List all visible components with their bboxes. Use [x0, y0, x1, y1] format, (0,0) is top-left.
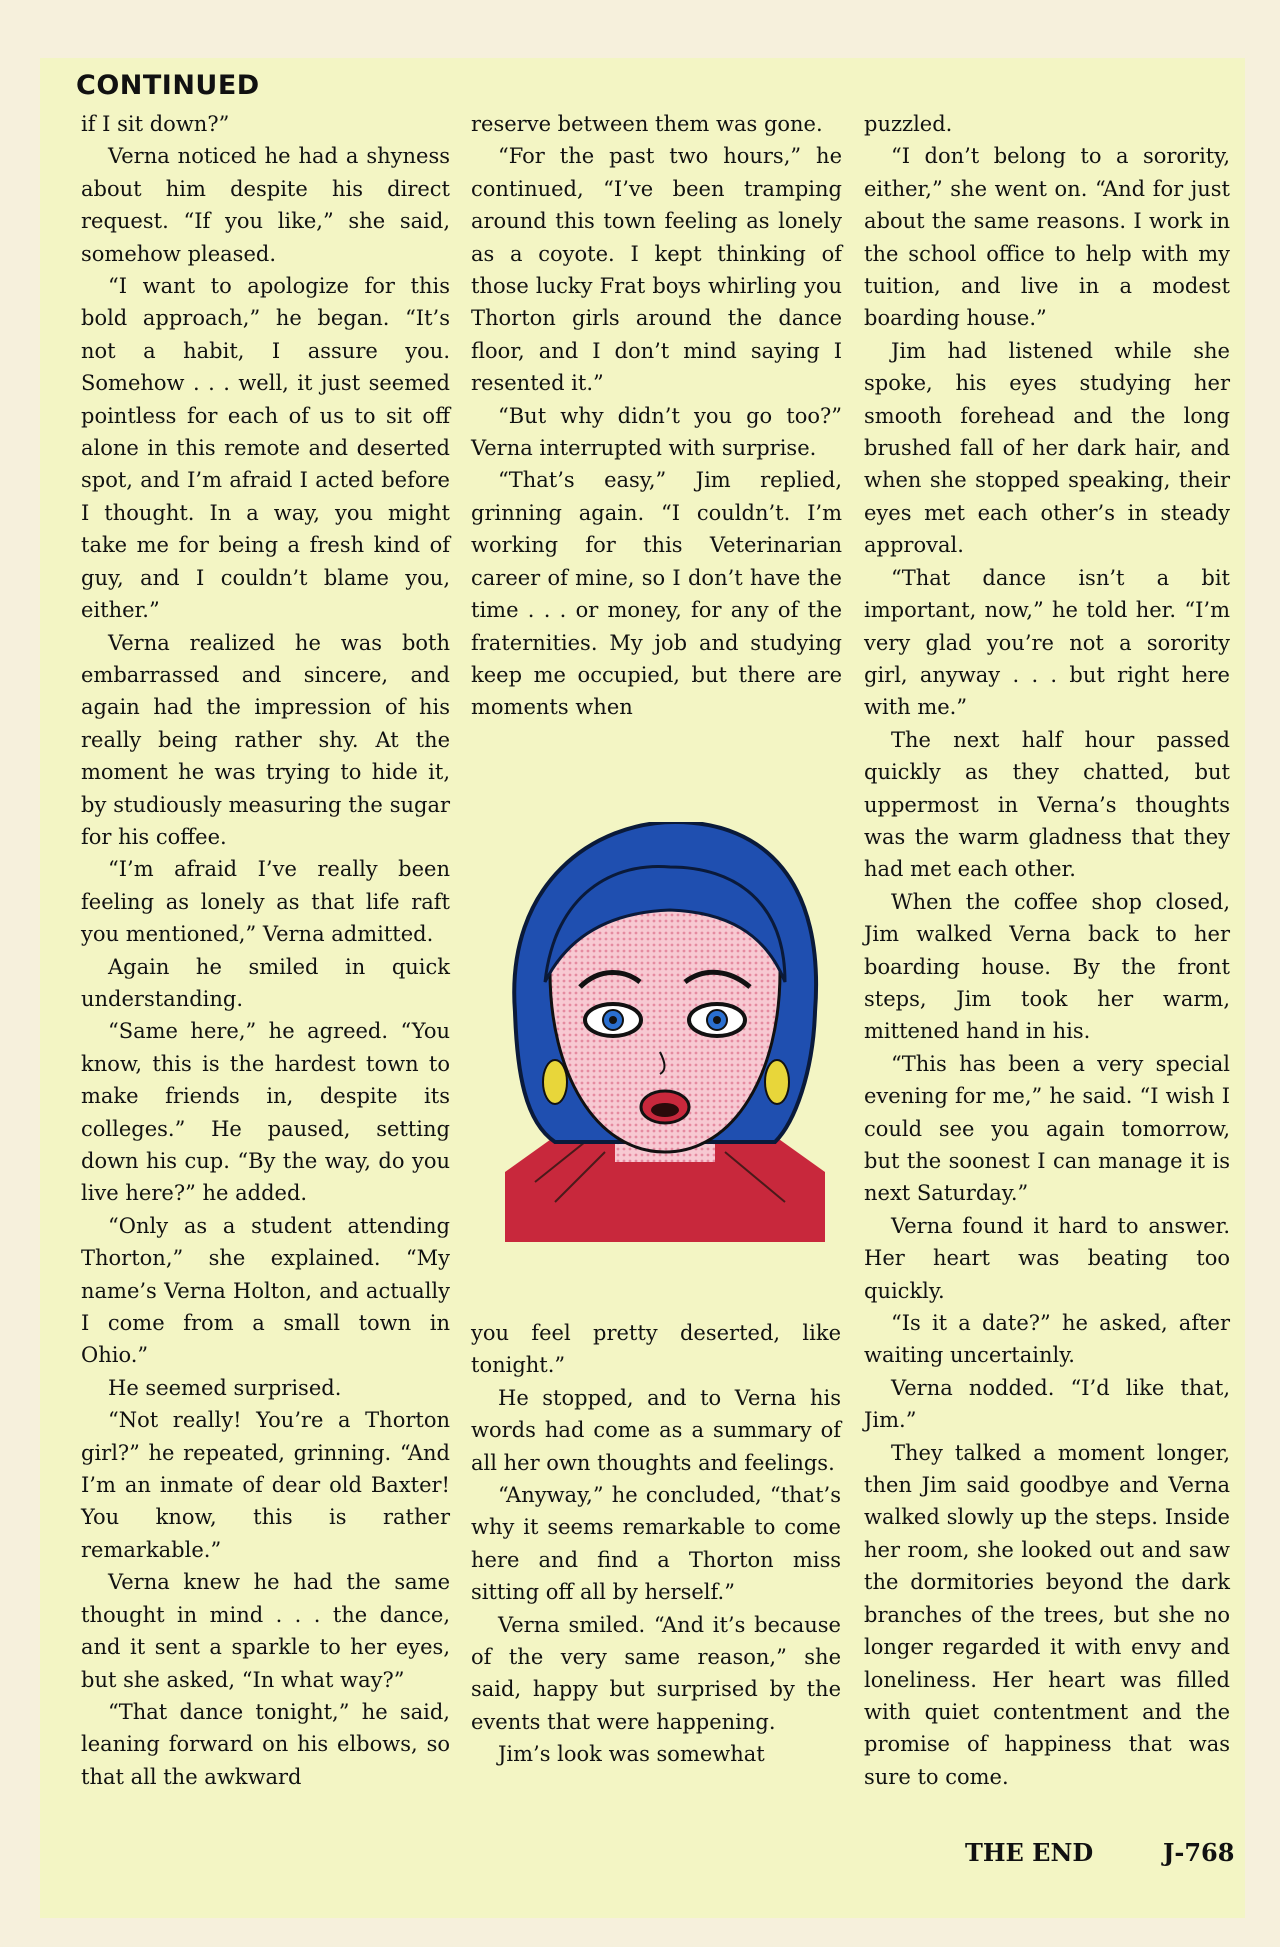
page-heading: CONTINUED [76, 70, 260, 101]
paragraph: “I don’t belong to a sorority, either,” she went on. “And for just about the same reasons. I work in the school office to help with my tuition, and live in a modest boarding house.” [864, 144, 1230, 331]
the-end-label: THE END [965, 1838, 1094, 1867]
verna-face-illustration [495, 822, 835, 1242]
paragraph: He seemed surprised. [108, 1375, 342, 1400]
paragraph: “Not really! You’re a Thorton girl?” he repeated, grinning. “And I’m an inmate of dear old Baxter! You know, this is rather remarkable.” [81, 1408, 450, 1562]
paragraph: When the coffee shop closed, Jim walked Verna back to her boarding house. By the front steps, Jim took her warm, mittened hand in his. [864, 889, 1230, 1044]
paragraph: Jim’s look was somewhat [498, 1742, 765, 1767]
paragraph: Verna nodded. “I’d like that, Jim.” [864, 1375, 1230, 1433]
paragraph: “That’s easy,” Jim replied, grinning again. “I couldn’t. I’m working for this Veterinarian career of mine, so I don’t have the time . . . or money, for any of the fraternities. My job and studying keep me occupied, but there are moments when [471, 468, 842, 720]
paragraph: Verna realized he was both embarrassed and sincere, and again had the impression of his really being rather shy. At the moment he was trying to hide it, by studiously measuring the sugar for his coffee. [81, 630, 450, 849]
paragraph: Verna found it hard to answer. Her heart was beating too quickly. [864, 1213, 1230, 1303]
paragraph: Verna knew he had the same thought in mind . . . the dance, and it sent a sparkle to her eyes, but she asked, “In what way?” [81, 1570, 450, 1692]
paragraph: “I want to apologize for this bold approach,” he began. “It’s not a habit, I assure you. Somehow . . . well, it just seemed pointless for each of us to sit off alone in this remote and deserted spot, and I’m afraid I acted before I thought. In a way, you might take me for being a fresh kind of guy, and I couldn’t blame you, either.” [81, 274, 450, 623]
paragraph: “For the past two hours,” he continued, “I’ve been tramping around this town feeling as lonely as a coyote. I kept thinking of those lucky Frat boys whirling you Thorton girls around the dance floor, and I don’t mind saying I resented it.” [471, 144, 842, 396]
paragraph: “Same here,” he agreed. “You know, this is the hardest town to make friends in, despite its colleges.” He paused, setting down his cup. “By the way, do you live here?” he added. [81, 1019, 450, 1206]
paragraph: you feel pretty deserted, like tonight.” [471, 1321, 841, 1378]
paragraph: They talked a moment longer, then Jim said goodbye and Verna walked slowly up the steps. Inside her room, she looked out and saw the dormitories beyond the dark branches of the trees, but she no longer regarded it with envy and loneliness. Her heart was filled with quiet contentment and the promise of happiness that was sure to come. [864, 1440, 1230, 1789]
paragraph: “That dance tonight,” he said, leaning forward on his elbows, so that all the awkward [81, 1699, 450, 1789]
paragraph: if I sit down?” [81, 112, 230, 136]
paragraph: Verna smiled. “And it’s because of the very same reason,” she said, happy but surprised by the events that were happening. [471, 1612, 841, 1734]
paragraph: “This has been a very special evening for me,” he said. “I wish I could see you again tomorrow, but the soonest I can manage it is next Saturday.” [864, 1051, 1230, 1206]
paragraph: reserve between them was gone. [471, 112, 823, 136]
paragraph: “I’m afraid I’ve really been feeling as lonely as that life raft you mentioned,” Verna admitted. [81, 857, 450, 947]
paragraph: “That dance isn’t a bit important, now,” he told her. “I’m very glad you’re not a sorority girl, anyway . . . but right here with me.” [864, 565, 1230, 720]
paragraph: puzzled. [864, 112, 953, 136]
paragraph: “Anyway,” he concluded, “that’s why it seems remarkable to come here and find a Thorton miss sitting off all by herself.” [471, 1483, 841, 1605]
paragraph: “Only as a student attending Thorton,” she explained. “My name’s Verna Holton, and actually I come from a small town in Ohio.” [81, 1213, 450, 1368]
paragraph: He stopped, and to Verna his words had come as a summary of all her own thoughts and feelings. [471, 1385, 841, 1475]
text-column-2-bottom [471, 1317, 841, 1771]
paragraph: Verna noticed he had a shyness about him despite his direct request. “If you like,” she said, somehow pleased. [81, 144, 450, 266]
paragraph: Jim had listened while she spoke, his eyes studying her smooth forehead and the long brushed fall of her dark hair, and when she stopped speaking, their eyes met each other’s in steady approval. [864, 338, 1230, 558]
page-code: J-768 [1163, 1838, 1235, 1867]
paragraph: “Is it a date?” he asked, after waiting uncertainly. [864, 1311, 1230, 1368]
text-column-3 [864, 108, 1230, 1793]
text-column-2-top [471, 108, 842, 724]
paragraph: “But why didn’t you go too?” Verna interrupted with surprise. [471, 403, 842, 461]
paragraph: The next half hour passed quickly as they chatted, but uppermost in Verna’s thoughts was the warm gladness that they had met each other. [864, 727, 1230, 882]
right-earring [765, 1060, 789, 1104]
text-column-1 [81, 108, 450, 1793]
left-earring [543, 1060, 567, 1104]
paragraph: Again he smiled in quick understanding. [81, 954, 450, 1011]
